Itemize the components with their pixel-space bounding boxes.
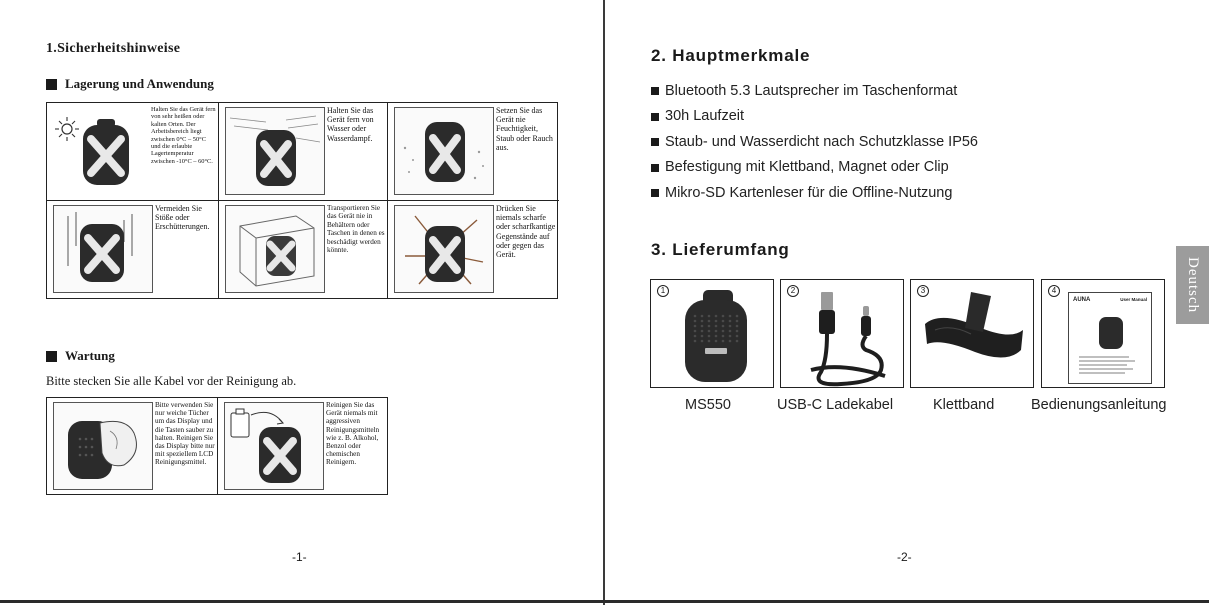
storage-warnings-grid bbox=[46, 102, 558, 299]
velcro-strap-icon bbox=[911, 280, 1034, 388]
warning-text-water: Halten Sie das Gerät fern von Wasser oder Wasserdampf. bbox=[327, 106, 374, 143]
warning-cell-water bbox=[219, 103, 388, 201]
language-side-tab-label: Deutsch bbox=[1185, 256, 1201, 314]
shock-speaker-icon bbox=[54, 206, 152, 292]
page-bottom-edge bbox=[0, 600, 1209, 603]
language-side-tab bbox=[1176, 246, 1209, 324]
contents-box-manual bbox=[1041, 279, 1165, 388]
item-number-badge: 1 bbox=[657, 285, 669, 297]
crossed-speaker-water-illustration bbox=[225, 107, 325, 195]
list-item bbox=[651, 78, 978, 104]
maintenance-grid bbox=[46, 397, 388, 495]
warning-text-humidity: Setzen Sie das Gerät nie Feuchtigkeit, Staub oder Rauch aus. bbox=[496, 106, 553, 152]
box-speaker-icon bbox=[226, 206, 324, 292]
list-item bbox=[651, 180, 978, 206]
feature-text: 30h Laufzeit bbox=[665, 108, 745, 125]
page-number-left: -1- bbox=[292, 550, 307, 564]
page-number-right: -2- bbox=[897, 550, 912, 564]
item-number-badge: 4 bbox=[1048, 285, 1060, 297]
warning-cell-shock bbox=[47, 201, 219, 299]
contents-box-speaker bbox=[650, 279, 774, 388]
warning-text-shock: Vermeiden Sie Stöße oder Erschütterungen. bbox=[155, 204, 210, 232]
maintenance-instruction: Bitte stecken Sie alle Kabel vor der Reinigung ab. bbox=[46, 374, 297, 388]
warning-cell-transport bbox=[219, 201, 388, 299]
contents-label-strap: Klettband bbox=[933, 397, 995, 413]
maintenance-text-soft-cloth: Bitte verwenden Sie nur weiche Tücher um das Display und die Tasten sauber zu halten. Reinigen Sie das Display bitte nur mit speziellem LCD Reinigungsmittel. bbox=[155, 401, 215, 467]
section-heading-maintenance-label: Wartung bbox=[65, 348, 115, 363]
contents-box-strap bbox=[910, 279, 1034, 388]
crossed-speaker-shock-illustration bbox=[53, 205, 153, 293]
section-heading-maintenance bbox=[46, 348, 115, 364]
square-bullet-icon bbox=[651, 189, 659, 197]
left-page bbox=[0, 0, 604, 605]
page-heading-features: 2. Hauptmerkmale bbox=[651, 46, 811, 65]
warning-cell-humidity bbox=[388, 103, 559, 201]
cloth-speaker-icon bbox=[54, 403, 152, 489]
warning-cell-temperature bbox=[47, 103, 219, 201]
section-heading-storage-label: Lagerung und Anwendung bbox=[65, 76, 214, 91]
item-number-badge: 3 bbox=[917, 285, 929, 297]
chemical-speaker-icon bbox=[225, 403, 323, 489]
crossed-speaker-heat-illustration bbox=[53, 107, 153, 195]
contents-box-cable bbox=[780, 279, 904, 388]
usb-cable-icon bbox=[781, 280, 904, 388]
list-item bbox=[651, 129, 978, 155]
contents-label-manual: Bedienungsanleitung bbox=[1031, 397, 1167, 413]
crossed-speaker-transport-illustration bbox=[225, 205, 325, 293]
page-heading-contents: 3. Lieferumfang bbox=[651, 240, 790, 259]
manual-booklet bbox=[1068, 292, 1152, 384]
manual-brand-logo: AUNA bbox=[1073, 297, 1091, 303]
warning-text-transport: Transportieren Sie das Gerät nie in Behältern oder Taschen in denen es beschädigt werden könnte. bbox=[327, 204, 385, 255]
manual-cover-illustration bbox=[1069, 293, 1153, 385]
square-bullet-icon bbox=[46, 79, 57, 90]
list-item bbox=[651, 104, 978, 130]
crossed-speaker-dust-illustration bbox=[394, 107, 494, 195]
speaker-device-icon bbox=[651, 280, 774, 388]
list-item bbox=[651, 155, 978, 181]
cleaning-cloth-illustration bbox=[53, 402, 153, 490]
chemical-cleaner-illustration bbox=[224, 402, 324, 490]
item-number-badge: 2 bbox=[787, 285, 799, 297]
page-heading-safety: 1.Sicherheitshinweise bbox=[46, 41, 181, 56]
maintenance-text-no-chemicals: Reinigen Sie das Gerät niemals mit aggressiven Reinigungsmitteln wie z. B. Alkohol, Benzol oder chemischen Reinigern. bbox=[326, 401, 380, 467]
feature-text: Bluetooth 5.3 Lautsprecher im Taschenformat bbox=[665, 82, 958, 99]
maintenance-cell-soft-cloth bbox=[47, 398, 218, 494]
maintenance-cell-no-chemicals bbox=[218, 398, 389, 494]
section-heading-storage bbox=[46, 76, 214, 92]
sun-speaker-icon bbox=[53, 107, 153, 195]
warning-text-sharp: Drücken Sie niemals scharfe oder scharfkantige Gegenstände auf oder gegen das Gerät. bbox=[496, 204, 556, 260]
square-bullet-icon bbox=[651, 164, 659, 172]
feature-text: Staub- und Wasserdicht nach Schutzklasse IP56 bbox=[665, 133, 978, 150]
feature-text: Mikro-SD Kartenleser für die Offline-Nutzung bbox=[665, 184, 953, 201]
manual-title: User Manual bbox=[1120, 297, 1147, 302]
square-bullet-icon bbox=[651, 113, 659, 121]
features-list bbox=[651, 78, 978, 206]
sharp-objects-speaker-icon bbox=[395, 206, 493, 292]
warning-text-temperature: Halten Sie das Gerät fern von sehr heißen oder kalten Orten. Der Arbeitsbereich liegt zwischen 0°C – 50°C und die erlaubte Lagertemperatur zwischen -10°C – 60°C. bbox=[151, 106, 216, 165]
crossed-speaker-sharp-illustration bbox=[394, 205, 494, 293]
dust-speaker-icon bbox=[395, 108, 493, 194]
warning-cell-sharp bbox=[388, 201, 559, 299]
water-speaker-icon bbox=[226, 108, 324, 194]
contents-label-cable: USB-C Ladekabel bbox=[777, 397, 894, 413]
square-bullet-icon bbox=[651, 87, 659, 95]
square-bullet-icon bbox=[46, 351, 57, 362]
square-bullet-icon bbox=[651, 138, 659, 146]
contents-label-speaker: MS550 bbox=[685, 397, 731, 413]
feature-text: Befestigung mit Klettband, Magnet oder Clip bbox=[665, 159, 949, 176]
